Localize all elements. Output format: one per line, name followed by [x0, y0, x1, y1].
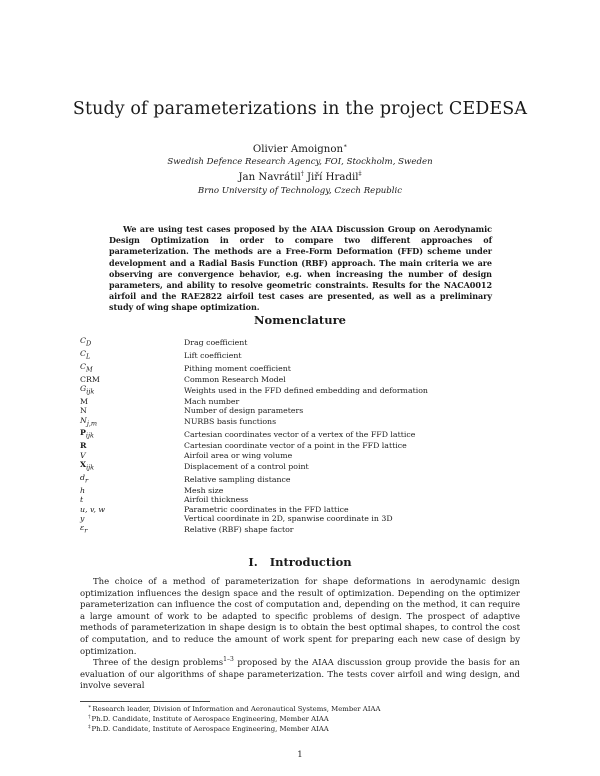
nomenclature-description: Common Research Model	[184, 374, 286, 384]
nomenclature-row	[80, 451, 520, 460]
nomenclature-row	[80, 495, 520, 504]
nomenclature-row	[80, 375, 520, 384]
nomenclature-symbol: $C_L$	[80, 348, 91, 361]
footnote-text: Ph.D. Candidate, Institute of Aerospace Engineering, Member AIAA	[91, 725, 329, 733]
nomenclature-description: Number of design parameters	[184, 406, 304, 416]
abstract: We are using test cases proposed by the AIAA Discussion Group on Aerodynamic Design Optimization in order to compare two different approaches of parameterization. The methods are a Free-Form Deformation (FFD) scheme under development and a Radial Basis Function (RBF) approach. The main criteria we are observing are convergence behavior, e.g. when increasing the number of design parameters, and ability to resolve geometric constraints. Results for the NACA0012 airfoil and the RAE2822 airfoil test cases are presented, as well as a preliminary study of wing shape optimization.	[109, 224, 492, 313]
nomenclature-row	[80, 397, 520, 406]
nomenclature-symbol: N	[80, 406, 87, 416]
nomenclature-row	[80, 473, 520, 486]
nomenclature-symbol: $C_D$	[80, 336, 92, 348]
nomenclature-description: Relative (RBF) shape factor	[184, 524, 294, 534]
nomenclature-description: Weights used in the FFD defined embedding and deformation	[184, 385, 428, 395]
footnote-mark: †	[88, 713, 91, 720]
nomenclature-table	[80, 336, 520, 536]
footnote	[80, 705, 520, 714]
nomenclature-description: Mesh size	[184, 485, 224, 495]
nomenclature-symbol: $G_{ijk}$	[80, 384, 95, 396]
author-affiliation-1: Swedish Defence Research Agency, FOI, Stockholm, Sweden	[167, 157, 433, 167]
section-title: Introduction	[269, 555, 352, 569]
footnote-mark: †	[300, 170, 304, 178]
nomenclature-symbol: $N_{j,m}$	[80, 415, 98, 428]
nomenclature-symbol: $X_{ijk}$	[80, 460, 95, 472]
nomenclature-symbol: $\varepsilon_r$	[80, 523, 88, 535]
paper-title: Study of parameterizations in the project CEDESA	[72, 99, 528, 119]
nomenclature-symbol: $d_r$	[80, 472, 89, 485]
nomenclature-row	[80, 406, 520, 415]
nomenclature-row	[80, 523, 520, 536]
nomenclature-description: Mach number	[184, 396, 240, 406]
nomenclature-row	[80, 514, 520, 523]
nomenclature-description: Airfoil thickness	[184, 495, 249, 505]
nomenclature-symbol: $C_M$	[80, 361, 93, 374]
section-number: I.	[248, 555, 258, 569]
nomenclature-row	[80, 505, 520, 514]
nomenclature-description: Lift coefficient	[184, 350, 242, 360]
nomenclature-symbol: V	[80, 450, 86, 460]
nomenclature-heading: Nomenclature	[254, 313, 346, 327]
footnote-mark: ‡	[358, 170, 362, 178]
footnote	[80, 725, 520, 734]
nomenclature-description: NURBS basis functions	[184, 417, 277, 427]
author-line-2	[0, 171, 600, 184]
body-paragraph	[80, 658, 520, 693]
nomenclature-description: Displacement of a control point	[184, 461, 309, 471]
nomenclature-row	[80, 349, 520, 362]
nomenclature-row	[80, 441, 520, 450]
nomenclature-description: Relative sampling distance	[184, 474, 291, 484]
nomenclature-symbol: u, v, w	[80, 504, 106, 514]
nomenclature-symbol: t	[80, 495, 84, 505]
author-affiliation-2: Brno University of Technology, Czech Republic	[197, 186, 403, 196]
section-heading	[0, 555, 600, 569]
nomenclature-symbol: y	[80, 513, 85, 523]
nomenclature-row	[80, 428, 520, 441]
citation-reference: 1–3	[223, 656, 234, 664]
nomenclature-symbol: M	[80, 396, 88, 406]
footnote-rule	[80, 701, 210, 702]
author-line-1	[0, 143, 600, 156]
page-number: 1	[297, 750, 303, 760]
nomenclature-description: Drag coefficient	[184, 337, 248, 347]
nomenclature-row	[80, 336, 520, 349]
nomenclature-symbol: R	[80, 441, 87, 451]
nomenclature-description: Parametric coordinates in the FFD lattice	[184, 504, 349, 514]
footnote-mark: ∗	[88, 703, 92, 710]
nomenclature-row	[80, 460, 520, 473]
nomenclature-description: Cartesian coordinates vector of a vertex of the FFD lattice	[184, 430, 416, 440]
paragraph-text: proposed by the AIAA discussion group provide the basis for an evaluation of our algorithms of shape parameterization. The tests cover airfoil and wing design, and involve several	[80, 658, 520, 692]
nomenclature-row	[80, 384, 520, 397]
nomenclature-symbol: CRM	[80, 374, 100, 384]
author-name: Olivier Amoignon	[252, 144, 344, 155]
footnote-mark: ∗	[343, 142, 348, 150]
nomenclature-description: Airfoil area or wing volume	[184, 450, 293, 460]
footnote-mark: ‡	[88, 723, 91, 730]
nomenclature-symbol: $P_{ijk}$	[80, 428, 94, 441]
footnote	[80, 715, 520, 724]
nomenclature-description: Vertical coordinate in 2D, spanwise coordinate in 3D	[184, 513, 393, 523]
nomenclature-description: Cartesian coordinate vector of a point in the FFD lattice	[184, 441, 407, 451]
paragraph-text: Three of the design problems	[93, 658, 224, 668]
body-paragraph: The choice of a method of parameterization for shape deformations in aerodynamic design optimization influences the design space and the result of optimization. Depending on the optimizer parameterization can influence the cost of computation and, depending on the method, it can require a large amount of work to be adapted to specific problems of design. The prospect of adaptive methods of parameterization in shape design is to obtain the best optimal shapes, to control the cost of computation, and to reduce the amount of work spent for preparing each new case of design by optimization.	[80, 577, 520, 657]
nomenclature-symbol: h	[80, 485, 86, 495]
nomenclature-row	[80, 362, 520, 375]
nomenclature-description: Pithing moment coefficient	[184, 363, 291, 373]
nomenclature-row	[80, 486, 520, 495]
author-name: Jiří Hradil	[306, 172, 359, 183]
footnote-text: Ph.D. Candidate, Institute of Aerospace Engineering, Member AIAA	[91, 715, 329, 723]
footnote-text: Research leader, Division of Information and Aeronautical Systems, Member AIAA	[92, 705, 381, 713]
nomenclature-row	[80, 416, 520, 429]
author-name: Jan Navrátil	[238, 172, 301, 183]
